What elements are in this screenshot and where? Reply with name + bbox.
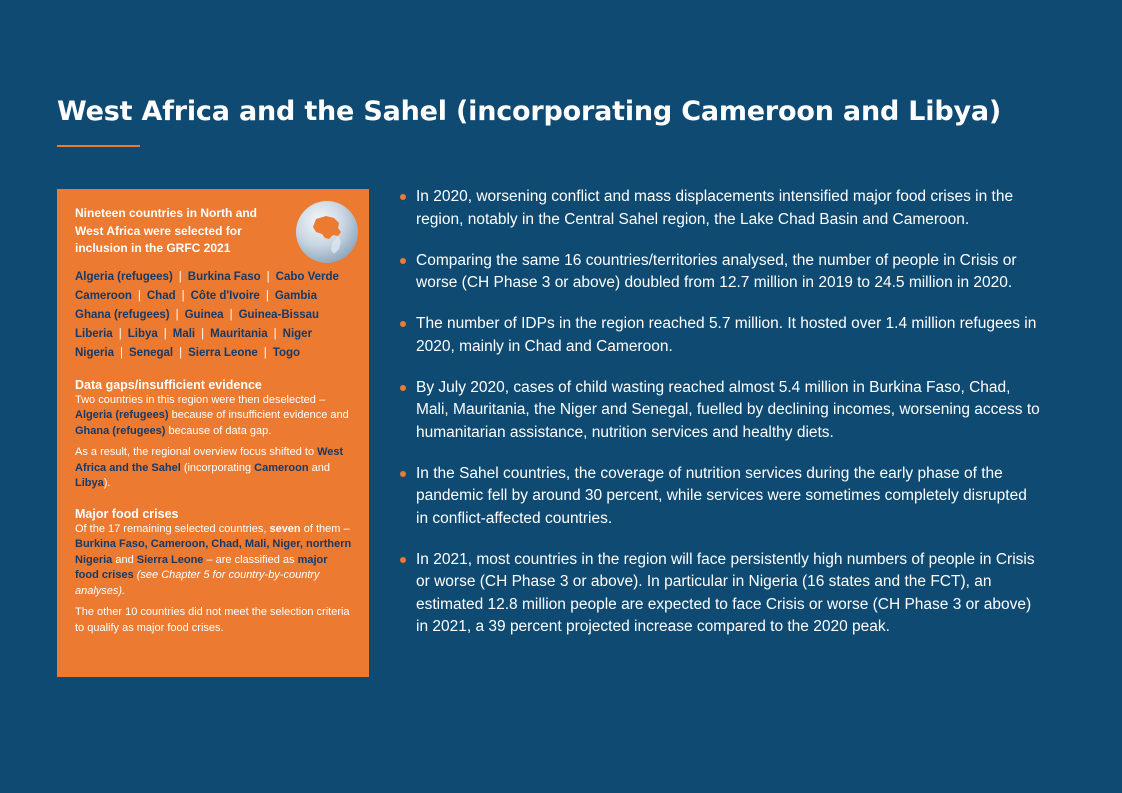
- country-name: Mauritania: [210, 327, 268, 340]
- country-separator: |: [273, 327, 277, 340]
- key-findings-list: [400, 186, 1040, 657]
- major-crises-heading: Major food crises: [75, 506, 179, 521]
- country-separator: |: [163, 327, 167, 340]
- country-name: Algeria (refugees): [75, 270, 173, 283]
- intro-heading: Nineteen countries in North and West Africa were selected for inclusion in the GRFC 2021: [75, 206, 258, 255]
- country-row: [75, 306, 353, 325]
- country-separator: |: [181, 289, 185, 302]
- country-row: [75, 344, 353, 363]
- bullet-dot-icon: [400, 557, 406, 563]
- bullet-item: [400, 549, 1040, 639]
- bullet-dot-icon: [400, 321, 406, 327]
- country-name: Senegal: [129, 346, 174, 359]
- country-name: Libya: [127, 327, 158, 340]
- country-row: [75, 268, 353, 287]
- country-separator: |: [265, 289, 269, 302]
- country-name: Togo: [272, 346, 301, 359]
- country-name: Côte d'Ivoire: [190, 289, 260, 302]
- bullet-item: [400, 250, 1040, 295]
- country-name: Burkina Faso: [187, 270, 261, 283]
- country-list: [75, 268, 353, 363]
- country-name: Ghana (refugees): [75, 308, 170, 321]
- country-name: Sierra Leone: [188, 346, 258, 359]
- country-separator: |: [179, 346, 183, 359]
- country-name: Gambia: [274, 289, 318, 302]
- country-name: Chad: [146, 289, 176, 302]
- bullet-text: In 2020, worsening conflict and mass displacements intensified major food crises in the region, notably in the Central Sahel region, the Lake Chad Basin and Cameroon.: [416, 188, 1014, 228]
- selection-info-box: [57, 189, 369, 677]
- bullet-text: The number of IDPs in the region reached 5.7 million. It hosted over 1.4 million refugees in 2020, mainly in Chad and Cameroon.: [416, 315, 1037, 355]
- bullet-dot-icon: [400, 194, 406, 200]
- bullet-dot-icon: [400, 385, 406, 391]
- country-separator: |: [266, 270, 270, 283]
- other-countries-text: The other 10 countries did not meet the selection criteria to qualify as major food crises.: [75, 606, 350, 634]
- country-row: [75, 287, 353, 306]
- country-name: Cabo Verde: [275, 270, 339, 283]
- title-underline: [57, 145, 140, 147]
- country-name: Mali: [172, 327, 196, 340]
- country-name: Nigeria: [75, 346, 114, 359]
- bullet-text: Comparing the same 16 countries/territories analysed, the number of people in Crisis or worse (CH Phase 3 or above) doubled from 12.7 million in 2019 to 24.5 million in 2020.: [416, 251, 1017, 291]
- country-separator: |: [229, 308, 233, 321]
- globe-africa-icon: [294, 199, 360, 265]
- bullet-dot-icon: [400, 258, 406, 264]
- country-row: [75, 325, 353, 344]
- bullet-text: In 2021, most countries in the region will face persistently high numbers of people in Crisis or worse (CH Phase 3 or above). In particular in Nigeria (16 states and the FCT), an estimated 12.8 million people are expected to face Crisis or worse (CH Phase 3 or above) in 2021, a 39 percent projected increase compared to the 2020 peak.: [416, 550, 1035, 635]
- bullet-text: By July 2020, cases of child wasting reached almost 5.4 million in Burkina Faso, Chad, Mali, Mauritania, the Niger and Senegal, fuelled by declining incomes, worsening access to humanitarian assistance, nutrition services and healthy diets.: [416, 378, 1040, 441]
- country-separator: |: [120, 346, 123, 359]
- bullet-item: [400, 377, 1040, 445]
- country-separator: |: [263, 346, 267, 359]
- country-name: Niger: [282, 327, 313, 340]
- bullet-item: [400, 313, 1040, 358]
- country-name: Guinea-Bissau: [238, 308, 320, 321]
- bullet-dot-icon: [400, 471, 406, 477]
- major-crises-text: Of the 17 remaining selected countries, seven of them – Burkina Faso, Cameroon, Chad, Mali, Niger, northern Nigeria and Sierra Leone – are classified as major food crises (see Chapter 5 for country-by-country analyses).: [75, 522, 352, 597]
- country-name: Cameroon: [75, 289, 132, 302]
- country-separator: |: [118, 327, 122, 340]
- bullet-item: [400, 463, 1040, 531]
- country-separator: |: [175, 308, 179, 321]
- country-separator: |: [201, 327, 205, 340]
- country-name: Guinea: [184, 308, 224, 321]
- focus-shift-text: As a result, the regional overview focus shifted to West Africa and the Sahel (incorporating Cameroon and Libya).: [75, 446, 344, 489]
- country-separator: |: [137, 289, 141, 302]
- data-gaps-text: Two countries in this region were then deselected – Algeria (refugees) because of insufficient evidence and Ghana (refugees) because of data gap.: [75, 393, 349, 437]
- country-separator: |: [178, 270, 182, 283]
- bullet-text: In the Sahel countries, the coverage of nutrition services during the early phase of the pandemic fell by around 30 percent, while services were sometimes completely disrupted in conflict-affected countries.: [416, 464, 1027, 527]
- bullet-item: [400, 186, 1040, 231]
- page-title: West Africa and the Sahel (incorporating Cameroon and Libya): [57, 96, 1002, 127]
- country-name: Liberia: [75, 327, 113, 340]
- data-gaps-heading: Data gaps/insufficient evidence: [75, 377, 262, 392]
